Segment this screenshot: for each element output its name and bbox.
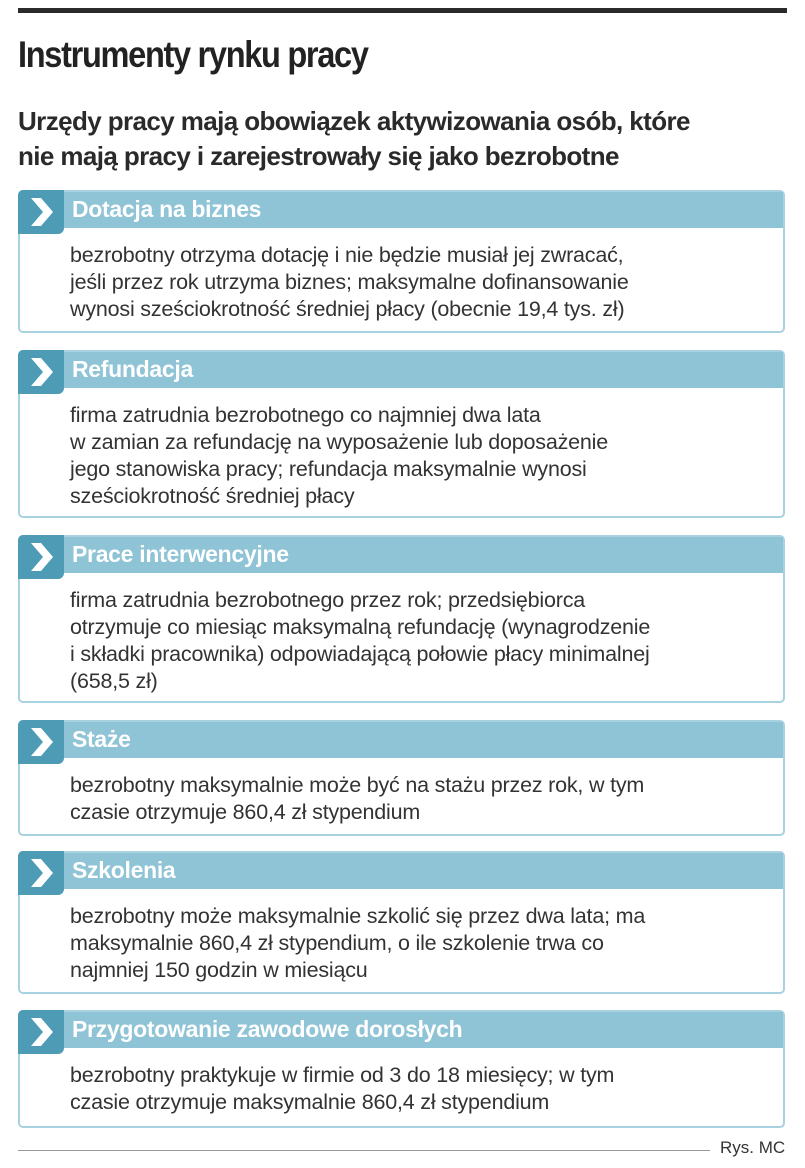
section-title: Szkolenia: [72, 857, 176, 883]
section-title: Refundacja: [72, 356, 193, 382]
section-text: firma zatrudnia bezrobotnego co najmniej dwa lata w zamian za refundację na wyposażenie lub doposażenie jego stanowiska pracy; refundacja maksymalnie wynosi sześciokrotność średniej płacy: [70, 403, 608, 508]
section-title: Staże: [72, 726, 131, 752]
top-rule: [18, 8, 787, 13]
section-header: [20, 352, 783, 388]
subtitle-line: Urzędy pracy mają obowiązek aktywizowania osób, które: [18, 106, 690, 136]
section-text: firma zatrudnia bezrobotnego przez rok; przedsiębiorca otrzymuje co miesiąc maksymalną refundację (wynagrodzenie i składki pracownika) odpowiadającą połowie płacy minimalnej (658,5 zł): [70, 588, 651, 693]
section-refundacja: [18, 350, 785, 518]
section-title: Prace interwencyjne: [72, 541, 289, 567]
section-dotacja: [18, 190, 785, 333]
subtitle-line: nie mają pracy i zarejestrowały się jako bezrobotne: [18, 141, 619, 171]
chevron-right-icon: [18, 350, 64, 394]
section-text: bezrobotny maksymalnie może być na stażu przez rok, w tym czasie otrzymuje 860,4 zł stypendium: [70, 773, 645, 824]
section-header: [20, 722, 783, 758]
credit: Rys. MC: [720, 1138, 786, 1157]
chevron-right-icon: [18, 851, 64, 895]
section-header: [20, 853, 783, 889]
section-header: [20, 192, 783, 228]
page-title: Instrumenty rynku pracy: [18, 34, 368, 75]
section-header: [20, 1012, 783, 1048]
section-title: Przygotowanie zawodowe dorosłych: [72, 1016, 463, 1042]
section-prace-interwencyjne: [18, 535, 785, 703]
chevron-right-icon: [18, 535, 64, 579]
chevron-right-icon: [18, 1010, 64, 1054]
chevron-right-icon: [18, 190, 64, 234]
subtitle: [18, 104, 690, 174]
section-text: bezrobotny praktykuje w firmie od 3 do 18 miesięcy; w tym czasie otrzymuje maksymalnie 860,4 zł stypendium: [70, 1063, 615, 1114]
section-szkolenia: [18, 851, 785, 994]
section-przygotowanie-zawodowe: [18, 1010, 785, 1128]
section-text: bezrobotny może maksymalnie szkolić się przez dwa lata; ma maksymalnie 860,4 zł stypendium, o ile szkolenie trwa co najmniej 150 godzin w miesiącu: [70, 904, 646, 982]
footer-rule: [18, 1150, 710, 1151]
section-header: [20, 537, 783, 573]
section-title: Dotacja na biznes: [72, 196, 262, 222]
section-staze: [18, 720, 785, 836]
section-text: bezrobotny otrzyma dotację i nie będzie musiał jej zwracać, jeśli przez rok utrzyma biznes; maksymalne dofinansowanie wynosi sześciokrotność średniej płacy (obecnie 19,4 tys. zł): [70, 243, 629, 321]
chevron-right-icon: [18, 720, 64, 764]
